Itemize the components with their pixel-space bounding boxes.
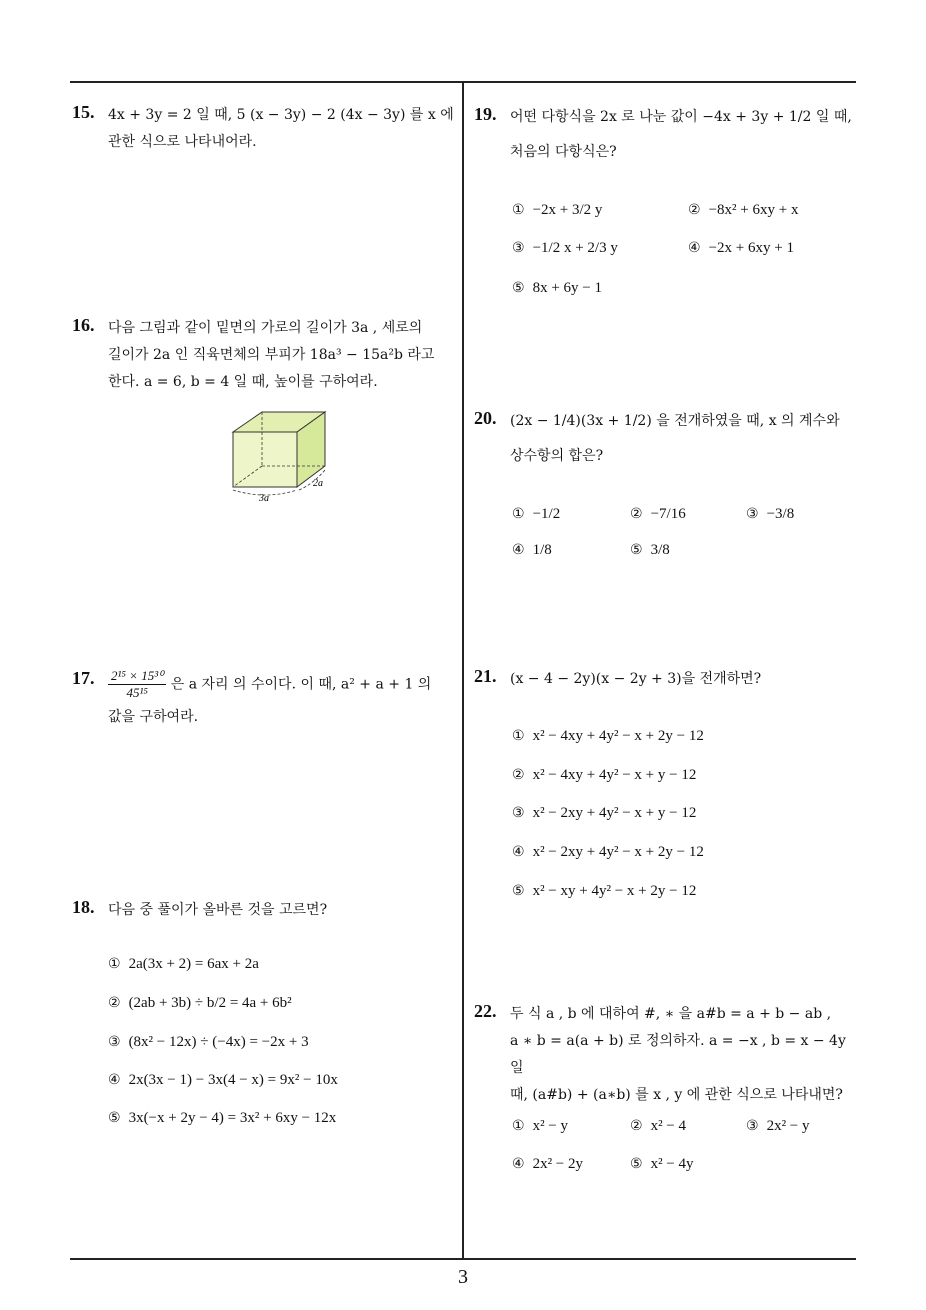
question-text-line: a ∗ b = a(a + b) 로 정의하자. a = −x , b = x − 4y 일 xyxy=(510,1033,846,1076)
fraction-numerator: 2¹⁵ × 15³⁰ xyxy=(108,668,166,685)
question-number: 16. xyxy=(72,315,95,335)
choice-1[interactable]: ① 2a(3x + 2) = 6ax + 2a xyxy=(108,956,259,972)
fraction-denominator: 45¹⁵ xyxy=(126,685,148,700)
choice-4[interactable]: ④ 2x² − 2y xyxy=(512,1156,584,1172)
choice-2[interactable]: ② x² − 4xy + 4y² − x + y − 12 xyxy=(512,767,697,783)
question-text-line: (2x − 1/4)(3x + 1/2) 을 전개하였을 때, x 의 계수와 xyxy=(510,413,840,429)
figure-label-width: 3a xyxy=(259,493,269,503)
question-text-line: 관한 식으로 나타내어라. xyxy=(108,134,257,150)
choice-1[interactable]: ① −2x + 3/2 y xyxy=(512,202,603,218)
choice-5[interactable]: ⑤ 3/8 xyxy=(630,542,670,558)
choice-2[interactable]: ② −8x² + 6xy + x xyxy=(688,202,799,218)
question-text-line: 길이가 2a 인 직육면체의 부피가 18a³ − 15a²b 라고 xyxy=(108,347,435,363)
cuboid-figure xyxy=(227,408,357,503)
question-text-line: 4x + 3y = 2 일 때, 5 (x − 3y) − 2 (4x − 3y) 를 x 에 xyxy=(108,107,454,123)
question-text-line: 값을 구하여라. xyxy=(108,709,199,725)
choice-3[interactable]: ③ −1/2 x + 2/3 y xyxy=(512,240,618,256)
question-text-line: 때, (a#b) + (a∗b) 를 x , y 에 관한 식으로 나타내면? xyxy=(510,1087,843,1103)
choice-5[interactable]: ⑤ 8x + 6y − 1 xyxy=(512,280,602,296)
choice-4[interactable]: ④ x² − 2xy + 4y² − x + 2y − 12 xyxy=(512,844,704,860)
choice-4[interactable]: ④ 2x(3x − 1) − 3x(4 − x) = 9x² − 10x xyxy=(108,1072,338,1088)
column-divider xyxy=(462,82,464,1259)
choice-3[interactable]: ③ (8x² − 12x) ÷ (−4x) = −2x + 3 xyxy=(108,1034,309,1050)
choice-2[interactable]: ② −7/16 xyxy=(630,506,686,522)
choice-5[interactable]: ⑤ x² − 4y xyxy=(630,1156,694,1172)
choice-3[interactable]: ③ 2x² − y xyxy=(746,1118,810,1134)
question-number: 17. xyxy=(72,668,95,688)
question-text-line: 두 식 a , b 에 대하여 #, ∗ 을 a#b = a + b − ab , xyxy=(510,1006,832,1022)
question-text-line: 상수항의 합은? xyxy=(510,448,604,464)
question-number: 19. xyxy=(474,104,497,124)
bottom-rule xyxy=(70,1258,856,1260)
question-number: 22. xyxy=(474,1001,497,1021)
question-number: 20. xyxy=(474,408,497,428)
question-number: 15. xyxy=(72,102,95,122)
choice-3[interactable]: ③ −3/8 xyxy=(746,506,795,522)
question-text-line: (x − 4 − 2y)(x − 2y + 3)을 전개하면? xyxy=(510,671,762,687)
choice-1[interactable]: ① −1/2 xyxy=(512,506,561,522)
choice-4[interactable]: ④ −2x + 6xy + 1 xyxy=(688,240,794,256)
choice-5[interactable]: ⑤ 3x(−x + 2y − 4) = 3x² + 6xy − 12x xyxy=(108,1110,337,1126)
question-text-line: 처음의 다항식은? xyxy=(510,144,617,160)
question-number: 18. xyxy=(72,897,95,917)
choice-1[interactable]: ① x² − y xyxy=(512,1118,569,1134)
question-text-line: 다음 그림과 같이 밑면의 가로의 길이가 3a , 세로의 xyxy=(108,320,423,336)
choice-3[interactable]: ③ x² − 2xy + 4y² − x + y − 12 xyxy=(512,805,697,821)
choice-2[interactable]: ② x² − 4 xyxy=(630,1118,687,1134)
page-number: 3 xyxy=(458,1266,468,1288)
choice-4[interactable]: ④ 1/8 xyxy=(512,542,552,558)
question-text-line: 은 a 자리 의 수이다. 이 때, a² + a + 1 의 xyxy=(170,676,432,693)
choice-1[interactable]: ① x² − 4xy + 4y² − x + 2y − 12 xyxy=(512,728,704,744)
fraction xyxy=(108,668,166,701)
choice-2[interactable]: ② (2ab + 3b) ÷ b/2 = 4a + 6b² xyxy=(108,995,292,1011)
question-number: 21. xyxy=(474,666,497,686)
question-text-line: 한다. a = 6, b = 4 일 때, 높이를 구하여라. xyxy=(108,374,378,390)
choice-5[interactable]: ⑤ x² − xy + 4y² − x + 2y − 12 xyxy=(512,883,697,899)
question-text-line: 어떤 다항식을 2x 로 나눈 값이 −4x + 3y + 1/2 일 때, xyxy=(510,109,852,125)
question-text-line: 다음 중 풀이가 올바른 것을 고르면? xyxy=(108,902,328,918)
figure-label-depth: 2a xyxy=(313,478,323,489)
